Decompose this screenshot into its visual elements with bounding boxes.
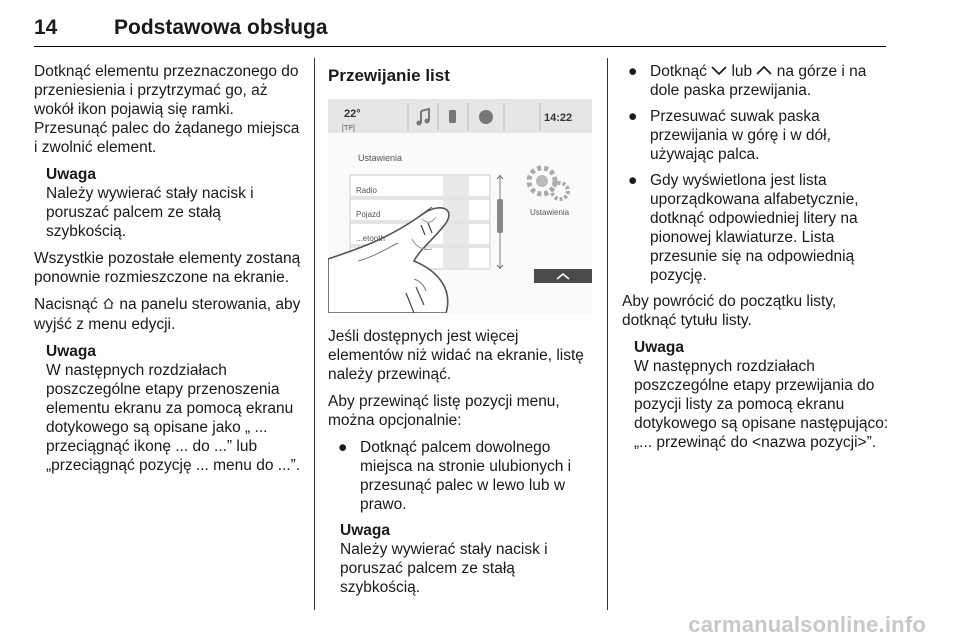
bullet-item	[622, 171, 890, 285]
bullet-dot: ●	[628, 63, 638, 80]
bullet-item	[332, 438, 594, 514]
circle-icon	[479, 110, 493, 124]
bullet-dot: ●	[628, 108, 638, 125]
phone-icon	[449, 110, 456, 123]
column-divider	[314, 58, 315, 610]
subsection-heading: Przewijanie list	[328, 66, 450, 85]
bullet-item	[622, 107, 890, 164]
list-item[interactable]: Radio	[356, 186, 377, 195]
bullet-dot: ●	[338, 439, 348, 456]
column-middle	[328, 62, 594, 605]
tp-label: [TP]	[342, 125, 355, 132]
bullet-dot: ●	[628, 172, 638, 189]
paragraph: Dotknąć elementu przeznaczonego do przeniesienia i przytrzymać go, aż wokół ikon pojawią się ramki. Przesunąć palec do żądanego miejsca i zwolnić element.	[34, 63, 300, 156]
section-title: Podstawowa obsługa	[114, 16, 328, 39]
watermark: carmanualsonline.info	[688, 612, 926, 637]
note-title: Uwaga	[46, 166, 96, 183]
clock-label: 14:22	[544, 112, 573, 124]
note-text: W następnych rozdziałach poszczególne etapy przewijania do pozycji listy za pomocą ekranu dotykowego są opisane następująco: „... przewinąć do <nazwa pozycji>”.	[634, 358, 889, 451]
text-fragment: lub	[727, 63, 757, 80]
note-box	[340, 521, 594, 597]
chevron-down-icon	[711, 63, 727, 80]
note-title: Uwaga	[46, 343, 96, 360]
note-box	[634, 338, 890, 452]
column-right	[622, 62, 890, 460]
page-number: 14	[34, 16, 58, 39]
text-fragment: na górze i na dole paska przewijania.	[650, 63, 867, 99]
note-box	[46, 165, 302, 241]
column-left	[34, 62, 302, 483]
note-box	[46, 342, 302, 475]
bullet-text	[650, 62, 890, 100]
touchscreen-illustration	[328, 99, 592, 313]
menu-title: Ustawienia	[358, 153, 403, 163]
list-item[interactable]: ...etooth	[356, 234, 385, 243]
paragraph: Jeśli dostępnych jest więcej elementów niż widać na ekranie, listę należy przewinąć.	[328, 328, 584, 383]
text-fragment: Dotknąć	[650, 63, 712, 80]
chevron-up-icon	[756, 63, 772, 80]
page-header	[34, 6, 886, 47]
paragraph: Wszystkie pozostałe elementy zostaną ponownie rozmieszczone na ekranie.	[34, 250, 301, 286]
text-fragment: Nacisnąć	[34, 296, 103, 313]
note-title: Uwaga	[634, 339, 684, 356]
bullet-text: Dotknąć palcem dowolnego miejsca na stronie ulubionych i przesunąć palec w lewo lub w prawo.	[360, 439, 572, 513]
column-divider	[607, 58, 608, 610]
note-text: Należy wywierać stały nacisk i poruszać palcem ze stałą szybkością.	[46, 185, 254, 240]
note-text: W następnych rozdziałach poszczególne etapy przenoszenia elementu ekranu za pomocą ekranu dotykowego są opisane jako „ ... przeciągnąć ikonę ... do ...” lub „przeciągnąć pozycję ... menu do ...”.	[46, 362, 301, 474]
note-text: Należy wywierać stały nacisk i poruszać palcem ze stałą szybkością.	[340, 541, 548, 596]
paragraph: Aby przewinąć listę pozycji menu, można opcjonalnie:	[328, 393, 560, 429]
bullet-text: Przesuwać suwak paska przewijania w górę i w dół, używając palca.	[650, 108, 831, 163]
paragraph: Aby powrócić do początku listy, dotknąć tytułu listy.	[622, 293, 837, 329]
text-fragment: na panelu sterowania, aby wyjść z menu edycji.	[34, 296, 301, 333]
settings-label: Ustawienia	[530, 208, 570, 217]
paragraph	[34, 295, 302, 334]
note-title: Uwaga	[340, 522, 390, 539]
bullet-text: Gdy wyświetlona jest lista uporządkowana alfabetycznie, dotknąć odpowiedniej litery na pionowej klawiaturze. Lista przesunie się na odpowiednią pozycję.	[650, 172, 859, 284]
temperature-label: 22°	[344, 108, 361, 120]
list-item[interactable]: Pojazd	[356, 210, 381, 219]
home-icon	[102, 297, 115, 313]
bullet-item	[622, 62, 890, 100]
